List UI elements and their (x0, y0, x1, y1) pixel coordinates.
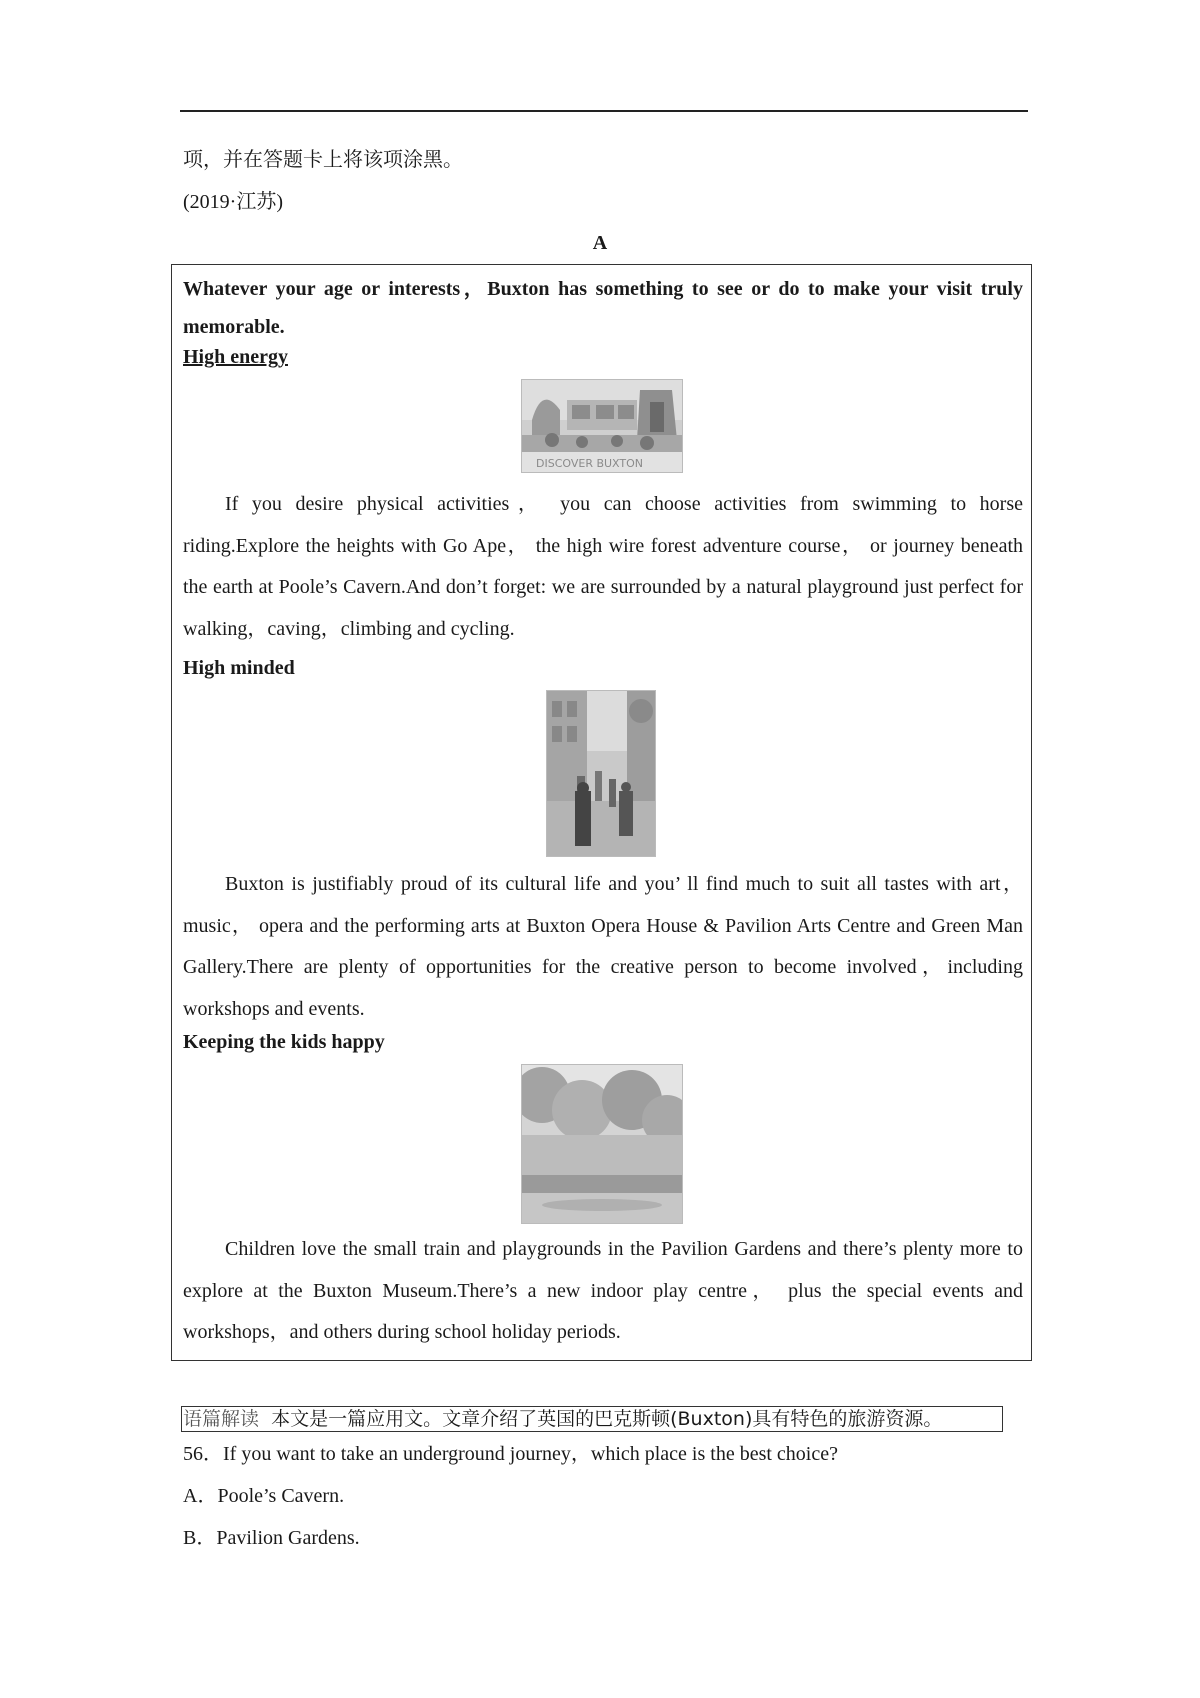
reading-note-box (181, 1406, 1003, 1432)
section-body-text: Buxton is justifiably proud of its cultural life and you’ ll find much to suit all tastes with art， music， opera and the performing arts at Buxton Opera House & Pavilion Arts Centre and Green Man Gallery.There are plenty of opportunities for the creative person to become involved，including workshops and events. (183, 873, 1023, 1020)
photo-caption: DISCOVER BUXTON (536, 457, 644, 470)
option-a: A．Poole’s Cavern. (183, 1485, 345, 1507)
option-b: B．Pavilion Gardens. (183, 1527, 360, 1549)
header-rule (180, 110, 1028, 112)
section-body-kids (183, 1229, 1023, 1354)
street-scene-photo (546, 690, 656, 857)
passage-intro: Whatever your age or interests，Buxton has something to see or do to make your visit truly memorable. (183, 278, 1023, 338)
reading-note-text: 本文是一篇应用文。文章介绍了英国的巴克斯顿(Buxton)具有特色的旅游资源。 (271, 1408, 943, 1430)
question-stem: 56．If you want to take an underground journey，which place is the best choice? (183, 1443, 838, 1465)
section-body-text: If you desire physical activities， you can choose activities from swimming to horse riding.Explore the heights with Go Ape， the high wire forest adventure course， or journey beneath the earth at Poole’s Cavern.And don’t forget: we are surrounded by a natural playground just perfect for walking，caving，climbing and cycling. (183, 493, 1023, 640)
passage-letter: A (592, 232, 608, 254)
section-body-text: Children love the small train and playgrounds in the Pavilion Gardens and there’s plenty more to explore at the Buxton Museum.There’s a new indoor play centre， plus the special events and workshops，and others during school holiday periods. (183, 1238, 1023, 1343)
section-heading-kids: Keeping the kids happy (183, 1031, 385, 1053)
reading-note-label: 语篇解读 (183, 1408, 260, 1430)
source-label: (2019·江苏) (183, 191, 283, 213)
section-body-high-minded (183, 864, 1023, 1030)
pavilion-gardens-photo (521, 1064, 683, 1224)
instruction-text: 项，并在答题卡上将该项涂黑。 (183, 149, 463, 171)
section-heading-high-energy: High energy (183, 346, 288, 368)
section-body-high-energy (183, 484, 1023, 650)
section-heading-high-minded: High minded (183, 657, 295, 679)
discover-buxton-photo (521, 379, 683, 473)
